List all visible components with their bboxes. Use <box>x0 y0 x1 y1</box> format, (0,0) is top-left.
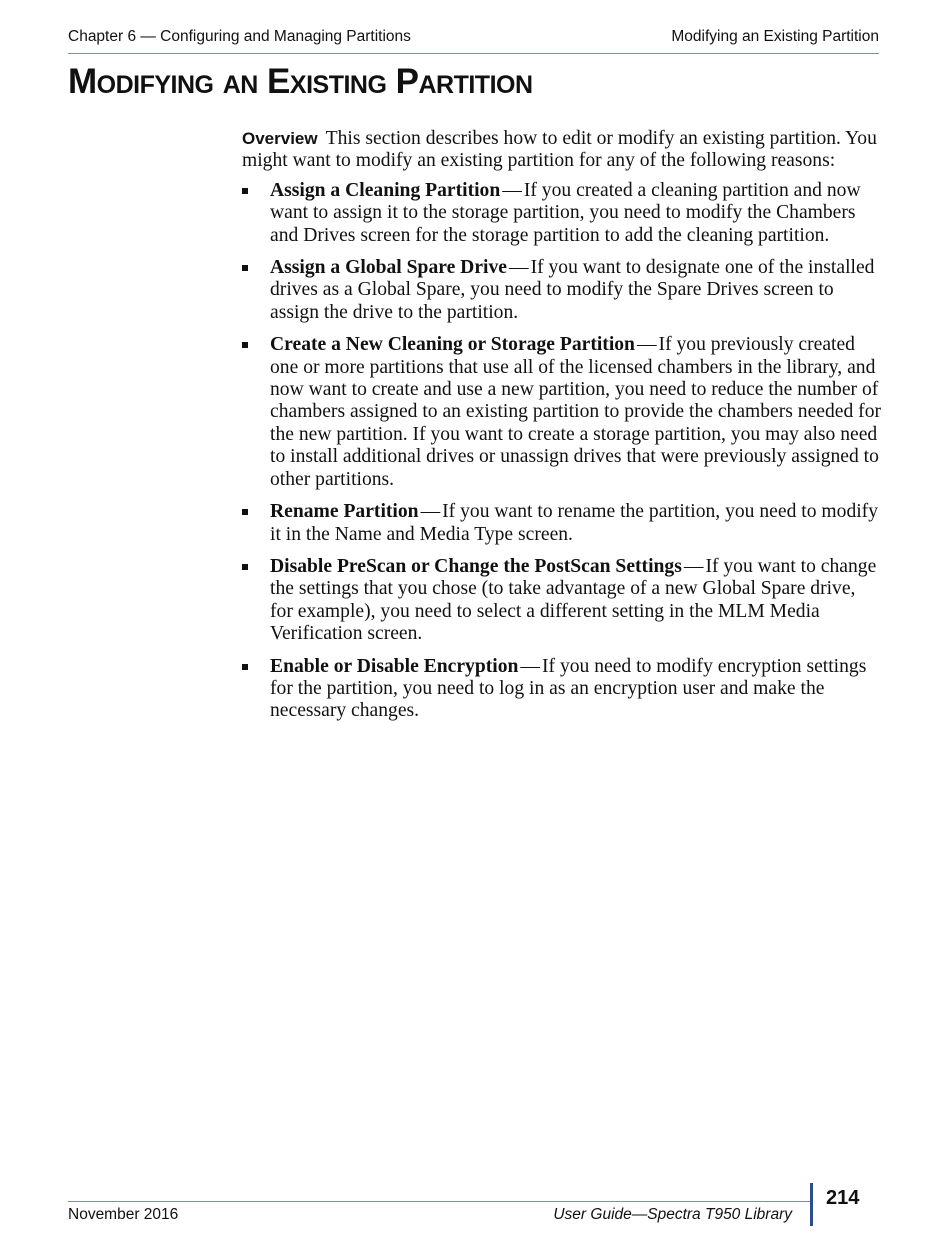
bullet-icon <box>242 564 248 570</box>
page-header <box>68 26 879 54</box>
reason-text: If you want to rename the partition, you need to modify it in the Name and Media Type screen. <box>270 501 879 545</box>
page-title: Modifying an Existing Partition <box>68 62 533 101</box>
reason-term: Assign a Cleaning Partition <box>270 179 501 201</box>
reason-text: If you previously created one or more partitions that use all of the licensed chambers in the library, and now want to create and use a new partition, you need to reduce the number of chambers assigned to an existing partition to provide the chambers needed for the new partition. If you want to create a storage partition, you may also need to install additional drives or unassign drives that were previously assigned to other partitions. <box>270 334 882 490</box>
footer-date: November 2016 <box>68 1206 179 1223</box>
chapter-title: Chapter 6 — Configuring and Managing Partitions <box>68 28 411 45</box>
section-body <box>242 128 882 733</box>
overview-text: This section describes how to edit or modify an existing partition. You might want to modify an existing partition for any of the following reasons: <box>242 128 877 172</box>
em-dash: — <box>683 555 704 577</box>
reason-term: Rename Partition <box>270 501 419 523</box>
list-item <box>242 656 882 723</box>
list-item <box>242 180 882 247</box>
reason-text: If you want to change the settings that you chose (to take advantage of a new Global Spare drive, for example), you need to select a different setting in the MLM Media Verification screen. <box>270 555 877 645</box>
list-item <box>242 334 882 491</box>
bullet-icon <box>242 188 248 194</box>
page-number-bar <box>810 1183 813 1226</box>
em-dash: — <box>520 655 540 677</box>
reason-text: If you want to designate one of the installed drives as a Global Spare, you need to modify the Spare Drives screen to assign the drive to the partition. <box>270 257 875 323</box>
em-dash: — <box>636 334 657 356</box>
bullet-icon <box>242 342 248 348</box>
bullet-icon <box>242 509 248 515</box>
list-item <box>242 257 882 324</box>
reason-term: Create a New Cleaning or Storage Partition <box>270 334 635 356</box>
bullet-icon <box>242 265 248 271</box>
bullet-icon <box>242 664 248 670</box>
reason-term: Enable or Disable Encryption <box>270 655 519 677</box>
footer-guide-title: User Guide—Spectra T950 Library <box>553 1206 792 1223</box>
running-section-title: Modifying an Existing Partition <box>671 28 879 45</box>
overview-label: Overview <box>242 129 318 148</box>
em-dash: — <box>420 501 441 523</box>
reason-term: Assign a Global Spare Drive <box>270 257 507 279</box>
em-dash: — <box>508 257 529 279</box>
reason-text: If you created a cleaning partition and now want to assign it to the storage partition, you need to modify the Chambers and Drives screen for the storage partition to add the cleaning partition. <box>270 179 861 246</box>
footer-rule <box>68 1201 812 1202</box>
reason-text: If you need to modify encryption settings for the partition, you need to log in as an encryption user and make the necessary changes. <box>270 655 867 722</box>
em-dash: — <box>502 179 522 201</box>
list-item <box>242 501 882 546</box>
reason-term: Disable PreScan or Change the PostScan Settings <box>270 555 682 577</box>
overview-paragraph <box>242 128 882 173</box>
list-item <box>242 556 882 646</box>
reasons-list <box>242 180 882 723</box>
page-number: 214 <box>826 1187 860 1209</box>
